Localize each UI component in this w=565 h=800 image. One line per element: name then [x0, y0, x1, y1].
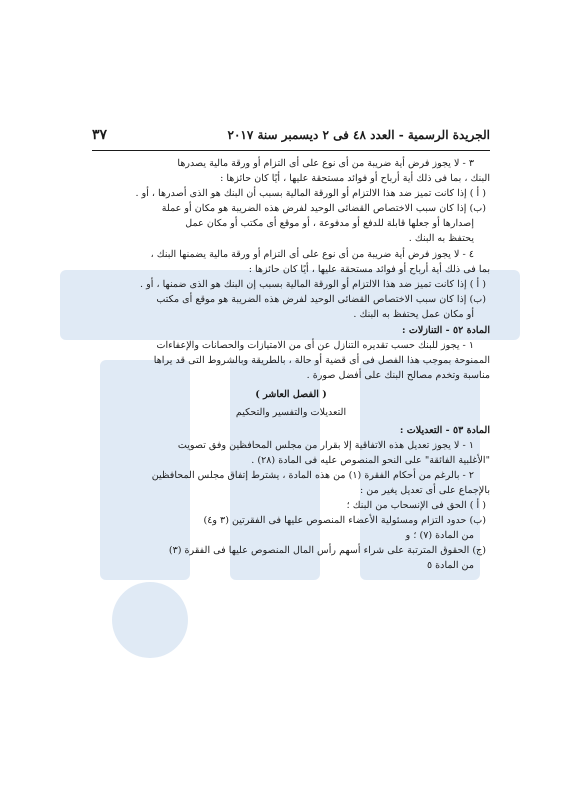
paragraph-line: بما فى ذلك أية أرباح أو فوائد مستحقة عليها ، أيًا كان حائزها : [248, 263, 490, 275]
paragraph-line: مناسبة وتخدم مصالح البنك على أفضل صورة . [306, 370, 490, 382]
article-52-heading: المادة ٥٢ - التنازلات : [402, 325, 490, 337]
paragraph-line: ٣ - لا يجوز فرض أية ضريبة من أى نوع على أى التزام أو ورقة مالية يصدرها [177, 158, 474, 169]
paragraph-line: ١ - لا يجوز تعديل هذه الاتفاقية إلا بقرار من مجلس المحافظين وفق تصويت [177, 439, 474, 451]
paragraph-line: (ج) الحقوق المترتبة على شراء أسهم رأس المال المنصوص عليها فى الفقرة (٣) [168, 545, 486, 557]
paragraph-line: من المادة ٥ [426, 560, 474, 572]
chapter-subtitle: التعديلات والتفسير والتحكيم [235, 406, 347, 418]
article-53-heading: المادة ٥٣ - التعديلات : [399, 424, 490, 436]
paragraph-line: ( أ ) إذا كانت تميز ضد هذا الالتزام أو الورقة المالية بسبب إن البنك هو الذى ضمنها ، أو . [140, 278, 486, 290]
paragraph-line: إصدارها أو جعلها قابلة للدفع أو مدفوعة ، أو موقع أى مكتب أو مكان عمل [185, 218, 474, 230]
paragraph-line: ١ - يجوز للبنك حسب تقديره التنازل عن أى من الامتيازات والحصانات والإعفاءات [156, 340, 474, 352]
paragraph-line: البنك ، بما فى ذلك أية أرباح أو فوائد مستحقة عليها ، أيًا كان حائزها : [220, 173, 490, 185]
paragraph-line: من المادة (٧) ؛ و [405, 530, 474, 542]
paragraph-line: ( أ ) إذا كانت تميز ضد هذا الالتزام أو الورقة المالية بسبب أن البنك هو الذى أصدرها ، أو . [135, 188, 486, 200]
chapter-heading: ( الفصل العاشر ) [255, 389, 327, 401]
gazette-title: الجريدة الرسمية - العدد ٤٨ فى ٢ ديسمبر سنة ٢٠١٧ [227, 128, 490, 142]
paragraph-line: (ب) حدود التزام ومسئولية الأعضاء المنصوص عليها فى الفقرتين (٣ و٤) [203, 515, 486, 527]
paragraph-line: ٤ - لا يجوز فرض أية ضريبة من أى نوع على أى التزام أو ورقة مالية يضمنها البنك ، [150, 248, 474, 260]
paragraph-line: أو مكان عمل يحتفظ به البنك . [353, 308, 474, 320]
paragraph-line: الممنوحة بموجب هذا الفصل فى أى قضية أو حالة ، بالطريقة وبالشروط التى قد يراها [153, 355, 490, 367]
page-header [92, 128, 490, 151]
document-page [92, 128, 490, 574]
paragraph-line: بالإجماع على أى تعديل يغير من : [360, 484, 490, 496]
paragraph-line: يحتفظ به البنك . [408, 233, 474, 245]
paragraph-line: (ب) إذا كان سبب الاختصاص القضائى الوحيد لفرض هذه الضريبة هو مكان أو عملة [161, 203, 486, 215]
paragraph-line: (ب) إذا كان سبب الاختصاص القضائى الوحيد لفرض هذه الضريبة هو موقع أى مكتب [156, 293, 486, 305]
paragraph-line: "الأغلبية الفائقة" على النحو المنصوص عليه فى المادة (٢٨) . [251, 454, 490, 466]
paragraph-line: ( أ ) الحق فى الإنسحاب من البنك ؛ [346, 500, 486, 512]
paragraph-line: ٢ - بالرغم من أحكام الفقرة (١) من هذه المادة ، يشترط إتفاق مجلس المحافظين [151, 469, 474, 481]
page-number: ٣٧ [92, 127, 108, 143]
